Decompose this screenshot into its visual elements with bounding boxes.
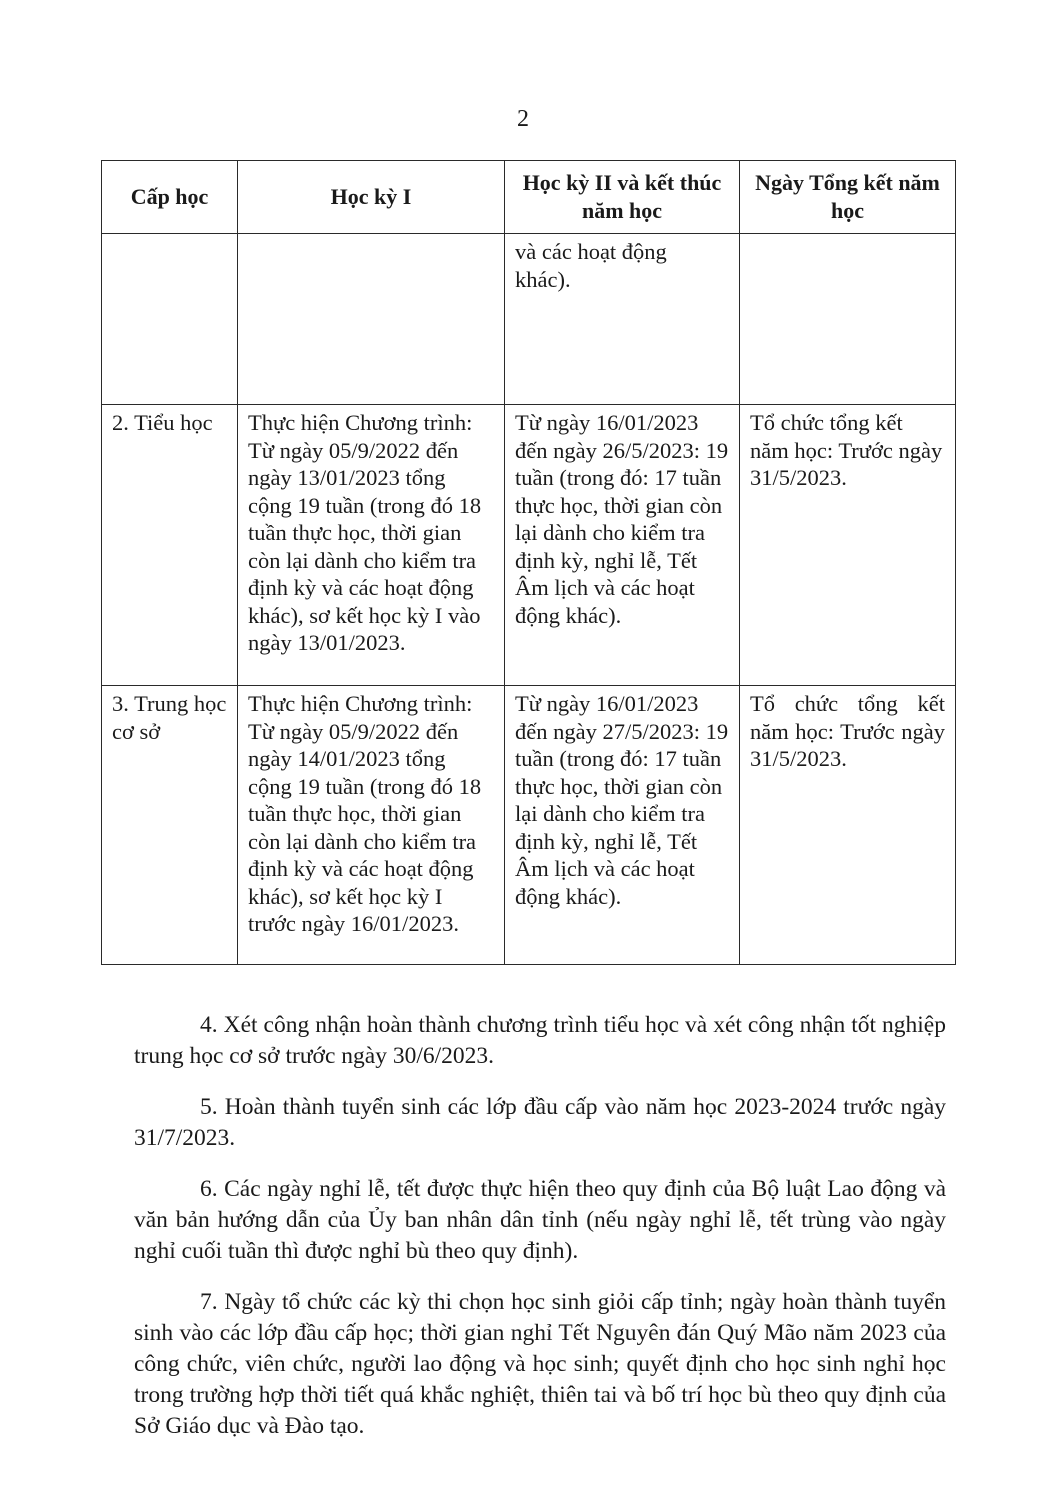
cell-semester-2: Từ ngày 16/01/2023 đến ngày 26/5/2023: 19 tuần (trong đó: 17 tuần thực học, thời gian còn lại dành cho kiểm tra định kỳ, nghỉ lễ, Tết Âm lịch và các hoạt động khác). [505, 405, 740, 686]
cell-summary: Tổ chức tổng kết năm học: Trước ngày 31/5/2023. [740, 686, 956, 965]
cell-semester-1 [238, 234, 505, 405]
cell-level: 3. Trung học cơ sở [102, 686, 238, 965]
cell-semester-2: và các hoạt động khác). [505, 234, 740, 405]
cell-level [102, 234, 238, 405]
paragraph-7: 7. Ngày tổ chức các kỳ thi chọn học sinh giỏi cấp tỉnh; ngày hoàn thành tuyển sinh vào các lớp đầu cấp học; thời gian nghỉ Tết Nguyên đán Quý Mão năm 2023 của công chức, viên chức, người lao động và học sinh; quyết định cho học sinh nghỉ học trong trường hợp thời tiết quá khắc nghiệt, thiên tai và bố trí học bù theo quy định của Sở Giáo dục và Đào tạo. [134, 1289, 946, 1439]
cell-level: 2. Tiểu học [102, 405, 238, 686]
cell-semester-2: Từ ngày 16/01/2023 đến ngày 27/5/2023: 19 tuần (trong đó: 17 tuần thực học, thời gian còn lại dành cho kiểm tra định kỳ, nghỉ lễ, Tết Âm lịch và các hoạt động khác). [505, 686, 740, 965]
paragraph-6: 6. Các ngày nghỉ lễ, tết được thực hiện theo quy định của Bộ luật Lao động và văn bản hướng dẫn của Ủy ban nhân dân tỉnh (nếu ngày nghỉ lễ, tết trùng vào ngày nghỉ cuối tuần thì được nghỉ bù theo quy định). [134, 1176, 946, 1264]
cell-semester-1: Thực hiện Chương trình: Từ ngày 05/9/2022 đến ngày 13/01/2023 tổng cộng 19 tuần (trong đó 18 tuần thực học, thời gian còn lại dành cho kiểm tra định kỳ và các hoạt động khác), sơ kết học kỳ I vào ngày 13/01/2023. [238, 405, 505, 686]
table-header-row [102, 161, 956, 234]
table-row [102, 405, 956, 686]
school-calendar-table [101, 160, 956, 965]
table-row [102, 234, 956, 405]
cell-summary: Tổ chức tổng kết năm học: Trước ngày 31/5/2023. [740, 405, 956, 686]
header-semester-1: Học kỳ I [238, 161, 505, 234]
page-number: 2 [517, 106, 529, 132]
header-semester-2: Học kỳ II và kết thúc năm học [505, 161, 740, 234]
header-summary-date: Ngày Tổng kết năm học [740, 161, 956, 234]
header-level: Cấp học [102, 161, 238, 234]
paragraph-4: 4. Xét công nhận hoàn thành chương trình tiểu học và xét công nhận tốt nghiệp trung học cơ sở trước ngày 30/6/2023. [134, 1012, 946, 1069]
cell-summary [740, 234, 956, 405]
cell-semester-1: Thực hiện Chương trình: Từ ngày 05/9/2022 đến ngày 14/01/2023 tổng cộng 19 tuần (trong đó 18 tuần thực học, thời gian còn lại dành cho kiểm tra định kỳ và các hoạt động khác), sơ kết học kỳ I trước ngày 16/01/2023. [238, 686, 505, 965]
table-row [102, 686, 956, 965]
body-paragraphs [134, 1010, 946, 1462]
paragraph-5: 5. Hoàn thành tuyển sinh các lớp đầu cấp vào năm học 2023-2024 trước ngày 31/7/2023. [134, 1094, 946, 1151]
